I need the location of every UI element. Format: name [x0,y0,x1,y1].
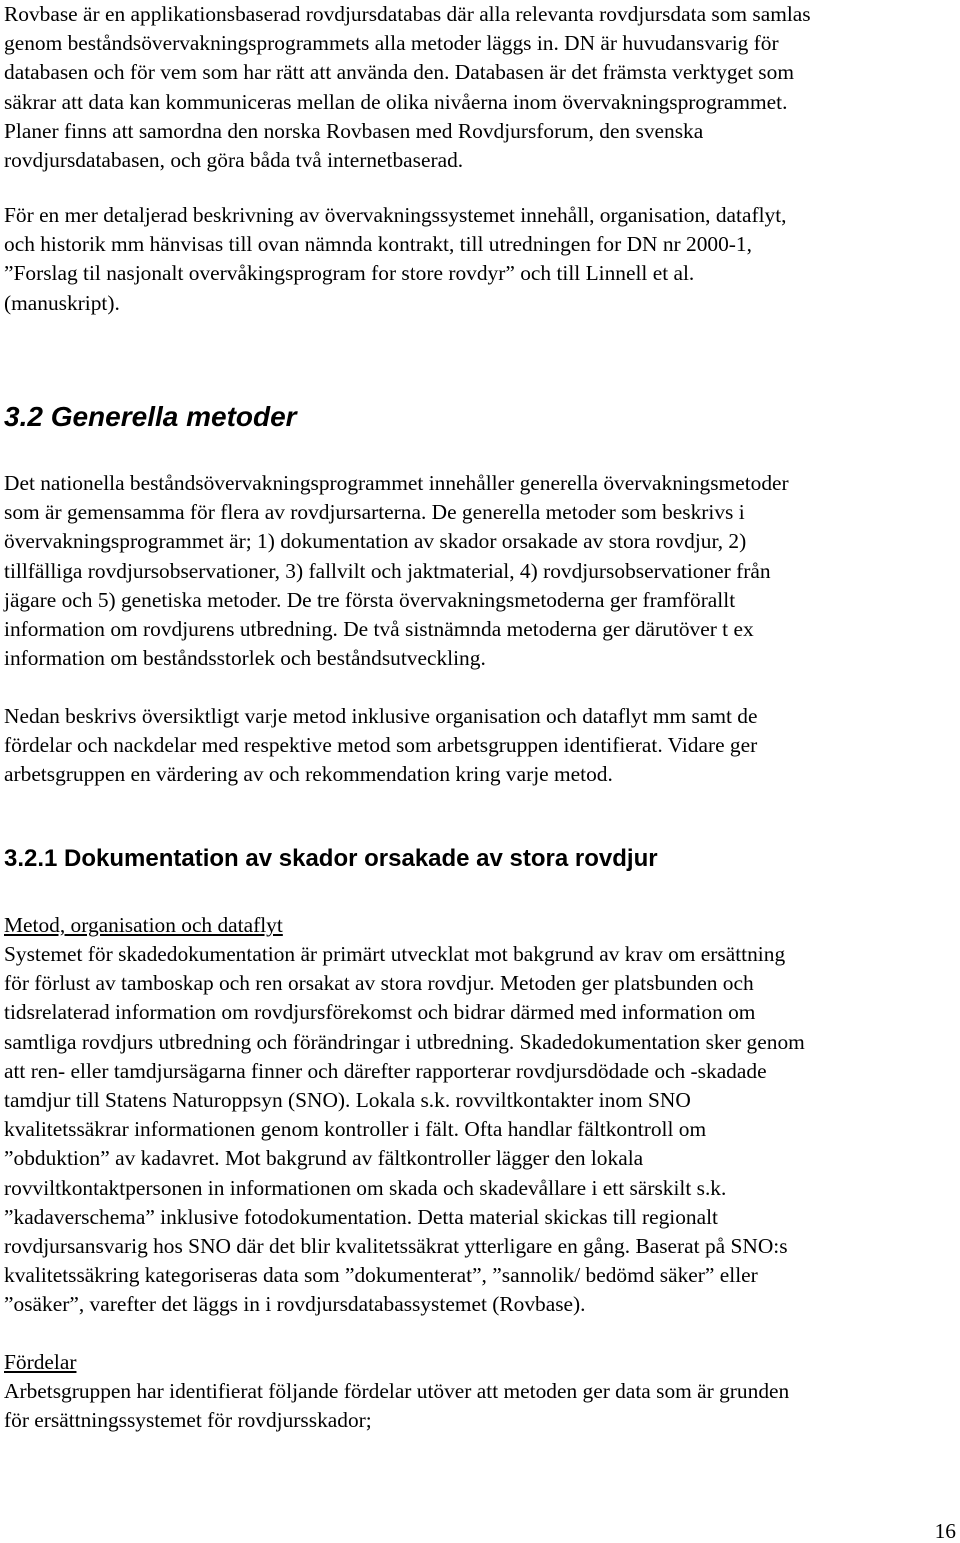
subheading-advantages: Fördelar [4,1350,77,1374]
text-line: arbetsgruppen en värdering av och rekommendation kring varje metod. [4,762,613,787]
text-line: för förlust av tamboskap och ren orsakat av stora rovdjur. Metoden ger platsbunden och [4,971,754,996]
text-line: databasen och för vem som har rätt att använda den. Databasen är det främsta verktyget som [4,60,794,85]
subheading-method-organisation: Metod, organisation och dataflyt [4,913,283,937]
text-line: tamdjur till Statens Naturoppsyn (SNO). Lokala s.k. rovviltkontakter inom SNO [4,1088,691,1113]
text-line: ”kadaverschema” inklusive fotodokumentation. Detta material skickas till regionalt [4,1204,718,1229]
text-line: Rovbase är en applikationsbaserad rovdjursdatabas där alla relevanta rovdjursdata som samlas [4,2,811,26]
text-line: övervakningsprogrammet är; 1) dokumentation av skador orsakade av stora rovdjur, 2) [4,529,747,554]
text-line: Det nationella beståndsövervakningsprogrammet innehåller generella övervakningsmetoder [4,471,789,495]
text-line: information om beståndsstorlek och beståndsutveckling. [4,646,486,671]
paragraph-overview [4,702,956,790]
paragraph-detailed-description [4,201,956,318]
text-line: fördelar och nackdelar med respektive metod som arbetsgruppen identifierat. Vidare ger [4,733,758,758]
text-line: ”osäker”, varefter det läggs in i rovdjursdatabassystemet (Rovbase). [4,1292,586,1317]
paragraph-advantages [4,1377,956,1435]
text-line: säkrar att data kan kommuniceras mellan de olika nivåerna inom övervakningsprogrammet. [4,89,788,114]
text-line: Planer finns att samordna den norska Rovbasen med Rovdjursforum, den svenska [4,118,704,143]
text-line: information om rovdjurens utbredning. De två sistnämnda metoderna ger därutöver t ex [4,617,754,642]
text-line: tidsrelaterad information om rovdjursförekomst och bidrar därmed med information om [4,1000,756,1025]
text-line: och historik mm hänvisas till ovan nämnda kontrakt, till utredningen for DN nr 2000-1, [4,232,752,257]
text-line: Nedan beskrivs översiktligt varje metod inklusive organisation och dataflyt mm samt de [4,704,758,728]
text-line: som är gemensamma för flera av rovdjursarterna. De generella metoder som beskrivs i [4,500,745,525]
text-line: Arbetsgruppen har identifierat följande fördelar utöver att metoden ger data som är grunden [4,1379,790,1403]
text-line: (manuskript). [4,290,120,315]
section-heading-3-2-1: 3.2.1 Dokumentation av skador orsakade av stora rovdjur [4,845,658,872]
text-line: genom beståndsövervakningsprogrammets alla metoder läggs in. DN är huvudansvarig för [4,31,779,56]
text-line: ”obduktion” av kadavret. Mot bakgrund av fältkontroller lägger den lokala [4,1146,644,1171]
section-heading-3-2: 3.2 Generella metoder [4,401,297,432]
text-line: ”Forslag til nasjonalt overvåkingsprogram for store rovdyr” och till Linnell et al. [4,261,695,286]
text-line: jägare och 5) genetiska metoder. De tre första övervakningsmetoderna ger framförallt [4,587,736,612]
text-line: att ren- eller tamdjursägarna finner och därefter rapporterar rovdjursdödade och -skadade [4,1058,767,1083]
paragraph-rovbase [4,0,956,175]
text-line: rovdjursdatabasen, och göra båda två internetbaserad. [4,148,464,173]
text-line: Systemet för skadedokumentation är primärt utvecklat mot bakgrund av krav om ersättning [4,942,786,966]
text-line: rovdjursansvarig hos SNO där det blir kvalitetssäkrat ytterligare en gång. Baserat på SNO:s [4,1234,788,1259]
page-number: 16 [934,1519,956,1543]
text-line: tillfälliga rovdjursobservationer, 3) fallvilt och jaktmaterial, 4) rovdjursobservationer från [4,558,771,583]
text-line: rovviltkontaktpersonen in informationen om skada och skadevållare i ett särskilt s.k. [4,1175,727,1200]
paragraph-general-methods [4,469,956,673]
text-line: kvalitetssäkrar informationen genom kontroller i fält. Ofta handlar fältkontroll om [4,1117,707,1142]
paragraph-damage-documentation [4,940,956,1320]
text-line: För en mer detaljerad beskrivning av övervakningssystemet innehåll, organisation, dataflyt, [4,203,787,227]
text-line: kvalitetssäkring kategoriseras data som ”dokumenterat”, ”sannolik/ bedömd säker” eller [4,1263,758,1288]
text-line: för ersättningssystemet för rovdjursskador; [4,1408,372,1433]
text-line: samtliga rovdjurs utbredning och förändringar i utbredning. Skadedokumentation sker genom [4,1029,805,1054]
